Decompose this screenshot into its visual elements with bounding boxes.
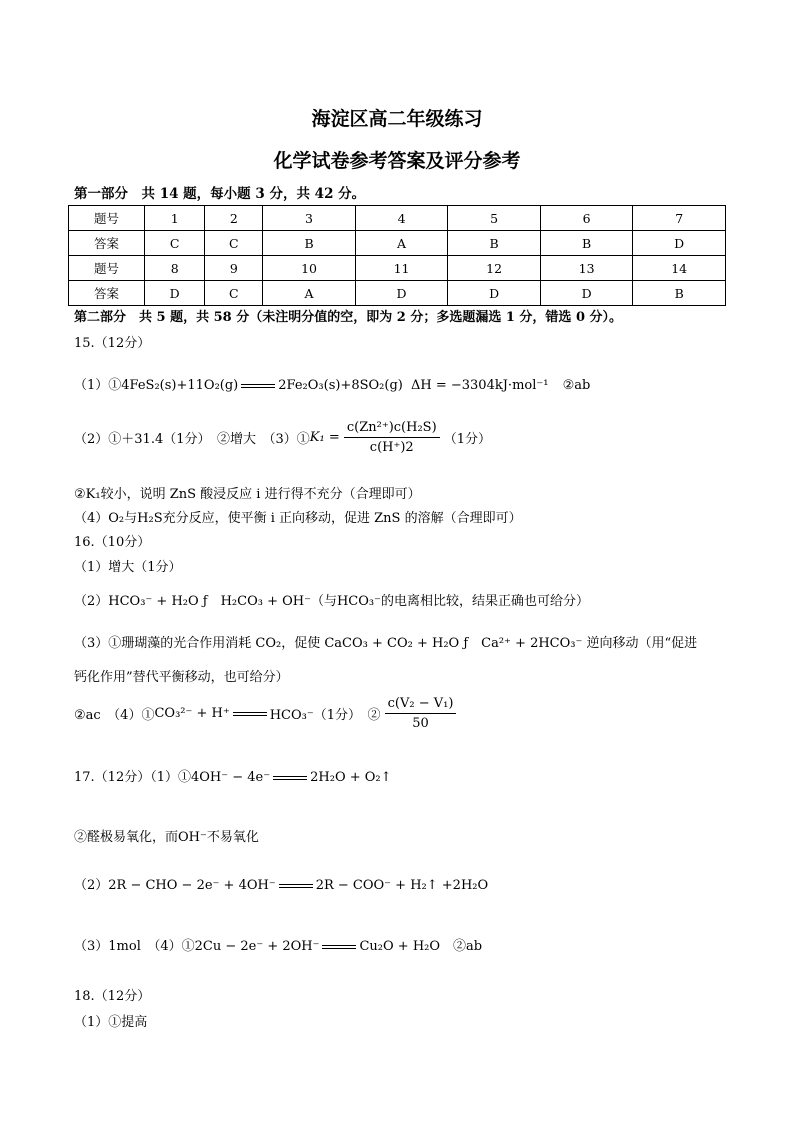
q15-line4: （4）O₂与H₂S充分反应，使平衡 i 正向移动，促进 ZnS 的溶解（合理即可） bbox=[74, 511, 522, 526]
equals-arrow bbox=[273, 776, 307, 780]
q16-line3: （3）①珊瑚藻的光合作用消耗 CO₂，促使 CaCO₃ + CO₂ + H₂O ƒ Ca²⁺ + 2HCO₃⁻ 逆向移动（用“促进 bbox=[74, 636, 698, 651]
q15-heading: 15.（12分） bbox=[74, 336, 151, 351]
part1-header: 第一部分 共 14 题，每小题 3 分，共 42 分。 bbox=[74, 186, 366, 202]
equation-right: 2Fe₂O₃(s)+8SO₂(g) bbox=[278, 378, 403, 393]
table-cell: B bbox=[540, 231, 633, 256]
table-row bbox=[69, 231, 726, 256]
volume-fraction bbox=[385, 696, 457, 731]
equation-left: （2）2R − CHO − 2e⁻ + 4OH⁻ bbox=[74, 878, 276, 893]
table-cell: 2 bbox=[205, 206, 263, 231]
q15-line1 bbox=[74, 374, 590, 393]
enthalpy: ΔH = −3304kJ·mol⁻¹ bbox=[410, 378, 549, 393]
text: 17.（12分）（1）① bbox=[74, 770, 191, 785]
row-label: 题号 bbox=[69, 206, 145, 231]
k-fraction bbox=[344, 420, 440, 455]
equation-right: HCO₃⁻（1分） ② bbox=[269, 708, 381, 723]
table-cell: D bbox=[355, 281, 448, 306]
table-cell: 5 bbox=[448, 206, 541, 231]
q16-line2: （2）HCO₃⁻ + H₂O ƒ H₂CO₃ + OH⁻（与HCO₃⁻的电离相比较，结果正确也可给分） bbox=[74, 594, 589, 609]
row-label: 答案 bbox=[69, 281, 145, 306]
answer-table bbox=[68, 205, 726, 306]
q16-line1: （1）增大（1分） bbox=[74, 560, 182, 575]
table-cell: D bbox=[448, 281, 541, 306]
part2-header: 第二部分 共 5 题，共 58 分（未注明分值的空，即为 2 分；多选题漏选 1 分，错选 0 分）。 bbox=[74, 310, 623, 325]
page-title: 海淀区高二年级练习 bbox=[311, 108, 483, 130]
table-cell: D bbox=[540, 281, 633, 306]
page-subtitle: 化学试卷参考答案及评分参考 bbox=[273, 150, 521, 172]
q17-line2: ②醛极易氧化，而OH⁻不易氧化 bbox=[74, 830, 259, 845]
text: （3）1mol （4）① bbox=[74, 939, 195, 954]
table-cell: 4 bbox=[355, 206, 448, 231]
table-cell: D bbox=[145, 281, 205, 306]
q16-heading: 16.（10分） bbox=[74, 535, 151, 550]
k-symbol: K₁ = bbox=[309, 430, 340, 445]
numerator: c(V₂ − V₁) bbox=[385, 696, 457, 714]
table-cell: 12 bbox=[448, 256, 541, 281]
equals-arrow bbox=[322, 945, 356, 949]
equals-arrow bbox=[233, 712, 267, 716]
q15-line2 bbox=[74, 420, 491, 455]
table-cell: D bbox=[633, 231, 726, 256]
equals-arrow bbox=[241, 384, 275, 388]
table-cell: A bbox=[355, 231, 448, 256]
table-cell: 9 bbox=[205, 256, 263, 281]
table-cell: 8 bbox=[145, 256, 205, 281]
table-cell: 10 bbox=[263, 256, 356, 281]
table-cell: 7 bbox=[633, 206, 726, 231]
table-cell: B bbox=[633, 281, 726, 306]
q18-line1: （1）①提高 bbox=[74, 1015, 148, 1030]
q17-line1 bbox=[74, 766, 392, 785]
q16-line5 bbox=[74, 696, 456, 731]
text: （2）①＋31.4（1分） ②增大 （3）① bbox=[74, 432, 310, 447]
table-row bbox=[69, 206, 726, 231]
table-cell: A bbox=[263, 281, 356, 306]
table-row bbox=[69, 256, 726, 281]
q17-line4 bbox=[74, 935, 482, 954]
q18-heading: 18.（12分） bbox=[74, 989, 151, 1004]
denominator: c(H⁺)2 bbox=[369, 440, 414, 455]
equals-arrow bbox=[279, 884, 313, 888]
table-cell: 6 bbox=[540, 206, 633, 231]
table-cell: 1 bbox=[145, 206, 205, 231]
table-cell: B bbox=[448, 231, 541, 256]
table-cell: 11 bbox=[355, 256, 448, 281]
table-cell: 14 bbox=[633, 256, 726, 281]
equation-left: CO₃²⁻ + H⁺ bbox=[154, 706, 230, 721]
q17-line3 bbox=[74, 874, 488, 893]
q16-line4: 钙化作用”替代平衡移动，也可给分） bbox=[74, 670, 289, 685]
table-cell: C bbox=[145, 231, 205, 256]
equation-right: 2R − COO⁻ + H₂↑ +2H₂O bbox=[315, 878, 489, 893]
row-label: 答案 bbox=[69, 231, 145, 256]
equation-left: 4FeS₂(s)+11O₂(g) bbox=[121, 378, 239, 393]
q15-line3: ②K₁较小，说明 ZnS 酸浸反应 i 进行得不充分（合理即可） bbox=[74, 487, 421, 502]
table-cell: C bbox=[205, 281, 263, 306]
table-cell: 13 bbox=[540, 256, 633, 281]
text: （1分） bbox=[443, 432, 492, 447]
text: （1）① bbox=[74, 378, 122, 393]
table-row bbox=[69, 281, 726, 306]
equation-right: 2H₂O + O₂↑ bbox=[310, 770, 392, 785]
numerator: c(Zn²⁺)c(H₂S) bbox=[344, 420, 440, 438]
denominator: 50 bbox=[412, 716, 429, 731]
text: ②ac （4）① bbox=[74, 708, 155, 723]
table-cell: 3 bbox=[263, 206, 356, 231]
row-label: 题号 bbox=[69, 256, 145, 281]
text: ②ab bbox=[562, 378, 591, 393]
equation-left: 4OH⁻ − 4e⁻ bbox=[191, 770, 271, 785]
equation-right: Cu₂O + H₂O ②ab bbox=[359, 939, 483, 954]
equation-left: 2Cu − 2e⁻ + 2OH⁻ bbox=[194, 939, 320, 954]
table-cell: C bbox=[205, 231, 263, 256]
table-cell: B bbox=[263, 231, 356, 256]
